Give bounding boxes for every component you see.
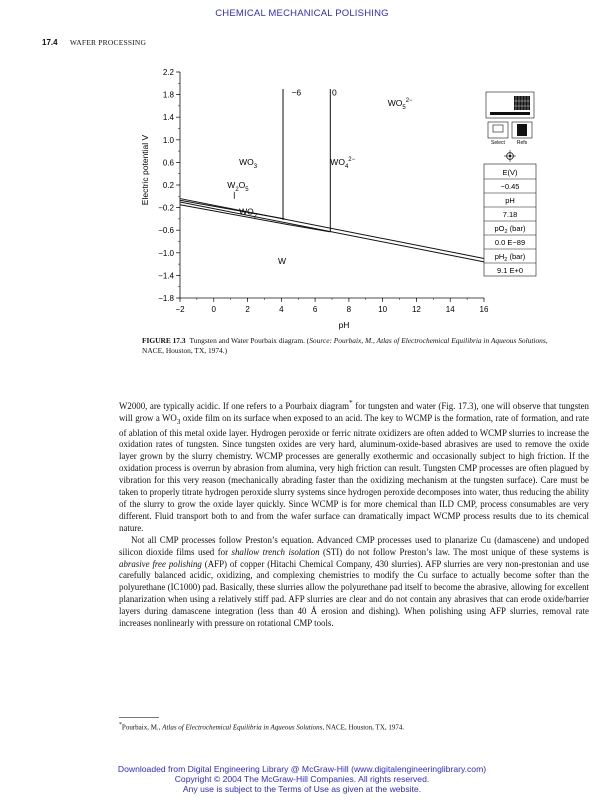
label-neg6: −6	[291, 87, 302, 98]
x-tick-label: 14	[445, 305, 455, 314]
x-tick-label: 16	[479, 305, 489, 314]
y-tick-label: −1.8	[158, 294, 174, 303]
ph2-label-main: pH	[494, 252, 505, 261]
label-wo2-sub: 2	[253, 213, 258, 220]
footnote-text-b: , NACE, Houston, TX, 1974.	[322, 723, 405, 732]
label-w2o5-w: W	[227, 179, 236, 190]
ph-value: 7.18	[502, 210, 518, 219]
section-name: WAFER PROCESSING	[69, 38, 147, 47]
refs-label: Refs	[516, 140, 528, 146]
section-number: 17.4	[42, 38, 58, 47]
footnote	[119, 722, 404, 731]
label-wo2-main: WO	[239, 206, 254, 217]
po2-value: 0.0 E−89	[494, 238, 526, 247]
caption-source: Source: Pourbaix, M., Atlas of Electrochemical Equilibria in Aqueous Solutions,	[309, 336, 548, 345]
label-wo4	[330, 157, 355, 170]
po2-label	[495, 224, 526, 235]
footer-line-1[interactable]: Downloaded from Digital Engineering Library @ McGraw-Hill (www.digitalengineeringlibrary.com)	[117, 764, 487, 774]
label-wo4-sup: 2−	[348, 157, 356, 164]
label-w: W	[277, 256, 286, 267]
p1-text-b: for tungsten and water (Fig. 17.3), one will observe that tungsten will grow a WO	[119, 400, 589, 423]
y-tick-label: 1.8	[162, 90, 174, 100]
label-wo5	[388, 98, 413, 111]
y-tick-label: 0.6	[162, 158, 174, 168]
p2-text-c: (AFP) of copper (Hitachi Chemical Company, 430 slurries). AFP slurries are very non-prestonian and use carefully balanced acidic, oxidizing, and complexing chemistries to modify the Cu surface to actually become softer than the polyurethane (IC1000) pad. Basically, these slurries allow the polyurethane pad itself to become the abrasive, allowing for excellent planarization when using a relatively stiff pad. AFP slurries are clear and do not contain any abrasives that can erode oxide/barrier layers during damascene integration (less than 40 Å erosion and dishing). When polishing using AFP slurries, removal rate increases nonlinearly with pressure on rotational CMP tools.	[119, 558, 589, 629]
caption-text: Tungsten and Water Pourbaix diagram. (	[189, 336, 310, 345]
x-tick-label: 10	[378, 305, 388, 314]
po2-label-main: pO	[494, 224, 505, 233]
label-wo5-sub: 5	[402, 104, 406, 111]
y-tick-label: −1.4	[158, 271, 174, 281]
p1-text-c: oxide film on its surface when exposed to an acid. The key to WCMP is the formation, rate of formation, and rate of ablation of this metal oxide layer. Hydrogen peroxide or ferric nitrate oxidizers are often added to WCMP slurries to increase the oxidation rates of tungsten. Since tungsten oxides are very hard, aluminum-oxide-based abrasives are used to remove the oxide layer grown by the slurry chemistry. WCMP processes are generally exothermic and occasionally subject to high friction. If the oxidation process is overrun by abrasion from alumina, very high friction can result. Tungsten CMP processes are often plagued by vibration for this very reason (mechanically abrading faster than the oxidizing mechanism at the tungsten surface). Care must be taken to properly titrate hydrogen peroxide slurry systems since hydrogen peroxide decomposes into water, thus reducing the ability of the slurry to grow the oxide layer quickly. Since WCMP is for more chemical than ILD CMP, process consumables are very different. Fluid transport both to and from the wafer surface can dramatically impact WCMP process results due to its chemical nature.	[119, 412, 589, 533]
caption-label: FIGURE 17.3	[142, 336, 186, 345]
select-button[interactable]	[488, 122, 508, 146]
caption-tail: NACE, Houston, TX, 1974.)	[142, 346, 228, 355]
label-wo5-main: WO	[387, 97, 403, 108]
ph2-value: 9.1 E+0	[496, 266, 524, 275]
y-tick-label: 1.4	[162, 113, 174, 123]
gear-icon[interactable]	[504, 150, 516, 162]
y-tick-label: 1.0	[162, 135, 174, 145]
p1-text-a: W2000, are typically acidic. If one refers to a Pourbaix diagram	[119, 400, 349, 411]
e-label: E(V)	[502, 168, 518, 177]
footnote-rule	[119, 717, 159, 718]
label-wo4-main: WO	[330, 157, 345, 168]
x-tick-label: 8	[346, 305, 352, 314]
ph2-label-sub: 2	[504, 257, 508, 263]
pourbaix-diagram	[138, 62, 538, 332]
running-head	[42, 38, 146, 47]
select-label: Select	[491, 140, 505, 146]
label-wo3-sub: 3	[253, 164, 258, 171]
boundary-line	[180, 199, 484, 259]
label-wo4-sub: 4	[344, 164, 349, 171]
footnote-ref[interactable]: *	[349, 398, 353, 407]
footer-line-3[interactable]: Any use is subject to the Terms of Use as given at the website.	[182, 784, 422, 794]
label-w2o5-o: O	[238, 179, 246, 190]
book-title: CHEMICAL MECHANICAL POLISHING	[215, 8, 389, 19]
boundary-line	[180, 200, 285, 219]
x-tick-label: 4	[279, 305, 284, 314]
p1-subscript: 3	[176, 416, 181, 426]
y-axis-label: Electric potential V	[140, 134, 150, 206]
footnote-text-a: Pourbaix, M.,	[121, 723, 163, 732]
label-wo3-main: WO	[239, 157, 254, 168]
footnote-mark: *	[119, 722, 122, 728]
po2-label-unit: (bar)	[507, 224, 526, 233]
label-wo3	[239, 157, 258, 170]
side-panel	[484, 92, 536, 276]
label-w2o5	[227, 180, 249, 193]
label-w2o5-sub2: 5	[245, 186, 249, 193]
x-tick-label: 12	[411, 305, 421, 314]
footnote-italic: Atlas of Electrochemical Equilibria in Aqueous Solutions	[162, 723, 323, 732]
y-tick-label: 2.2	[162, 68, 174, 77]
paragraph-1	[119, 397, 589, 535]
refs-button[interactable]	[512, 122, 532, 146]
ph2-label	[495, 252, 526, 263]
e-value: −0.45	[500, 182, 520, 191]
p2-italic-sti: shallow trench isolation	[231, 546, 320, 557]
y-tick-label: 0.2	[162, 181, 174, 190]
periodic-table-icon	[486, 92, 534, 118]
x-tick-label: −2	[175, 305, 185, 314]
x-axis-label: pH	[338, 320, 350, 330]
y-tick-label: −0.2	[158, 203, 174, 213]
paragraph-2	[119, 535, 589, 630]
ph2-label-unit: (bar)	[507, 252, 526, 261]
label-w2o5-sub1: 2	[235, 186, 239, 193]
body-text	[119, 397, 589, 630]
figure-caption	[142, 336, 552, 356]
p2-text-b: (STI) do not follow Preston’s law. The most unique of these systems is	[319, 546, 589, 557]
y-tick-label: −1.0	[158, 248, 174, 258]
label-wo5-sup: 2−	[405, 97, 413, 104]
p2-text-a: Not all CMP processes follow Preston’s equation. Advanced CMP processes used to planarize Cu (damascene) and undoped silicon dioxide films used for	[119, 534, 589, 557]
plot-area	[158, 68, 489, 314]
ph-label: pH	[505, 196, 515, 205]
boundary-line	[180, 202, 484, 262]
x-tick-label: 6	[312, 305, 318, 314]
label-zero: 0	[332, 87, 337, 98]
footer-line-2: Copyright © 2004 The McGraw-Hill Companies. All rights reserved.	[174, 774, 430, 784]
y-tick-label: −0.6	[158, 226, 174, 236]
x-tick-label: 0	[211, 305, 217, 314]
x-tick-label: 2	[245, 305, 250, 314]
download-footer	[0, 764, 604, 794]
po2-label-sub: 2	[504, 229, 508, 235]
p2-italic-afp: abrasive free polishing	[119, 558, 202, 569]
